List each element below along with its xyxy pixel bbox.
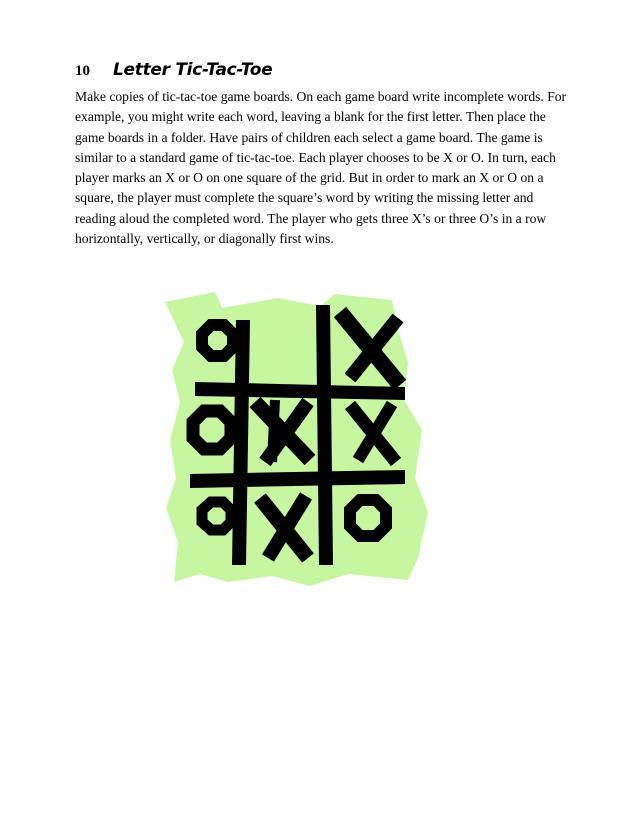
x-mark-center-stroke-c xyxy=(272,400,275,462)
section-number: 10 xyxy=(75,63,90,79)
tic-tac-toe-illustration xyxy=(160,290,435,590)
section-title: Letter Tic-Tac-Toe xyxy=(113,60,273,80)
section-heading xyxy=(75,60,272,84)
instructions-paragraph: Make copies of tic-tac-toe game boards. On each game board write incomplete words. For example, you might write each word, leaving a blank for the first letter. Then place the game boards in a folder. Have pairs of children each select a game board. The game is similar to a standard game of tic-tac-toe. Each player chooses to be X or O. In turn, each player marks an X or O on one square of the grid. But in order to mark an X or O on a square, the player must complete the square’s word by writing the missing letter and reading aloud the completed word. The player who gets three X’s or three O’s in a row horizontally, vertically, or diagonally first wins. xyxy=(75,89,567,247)
